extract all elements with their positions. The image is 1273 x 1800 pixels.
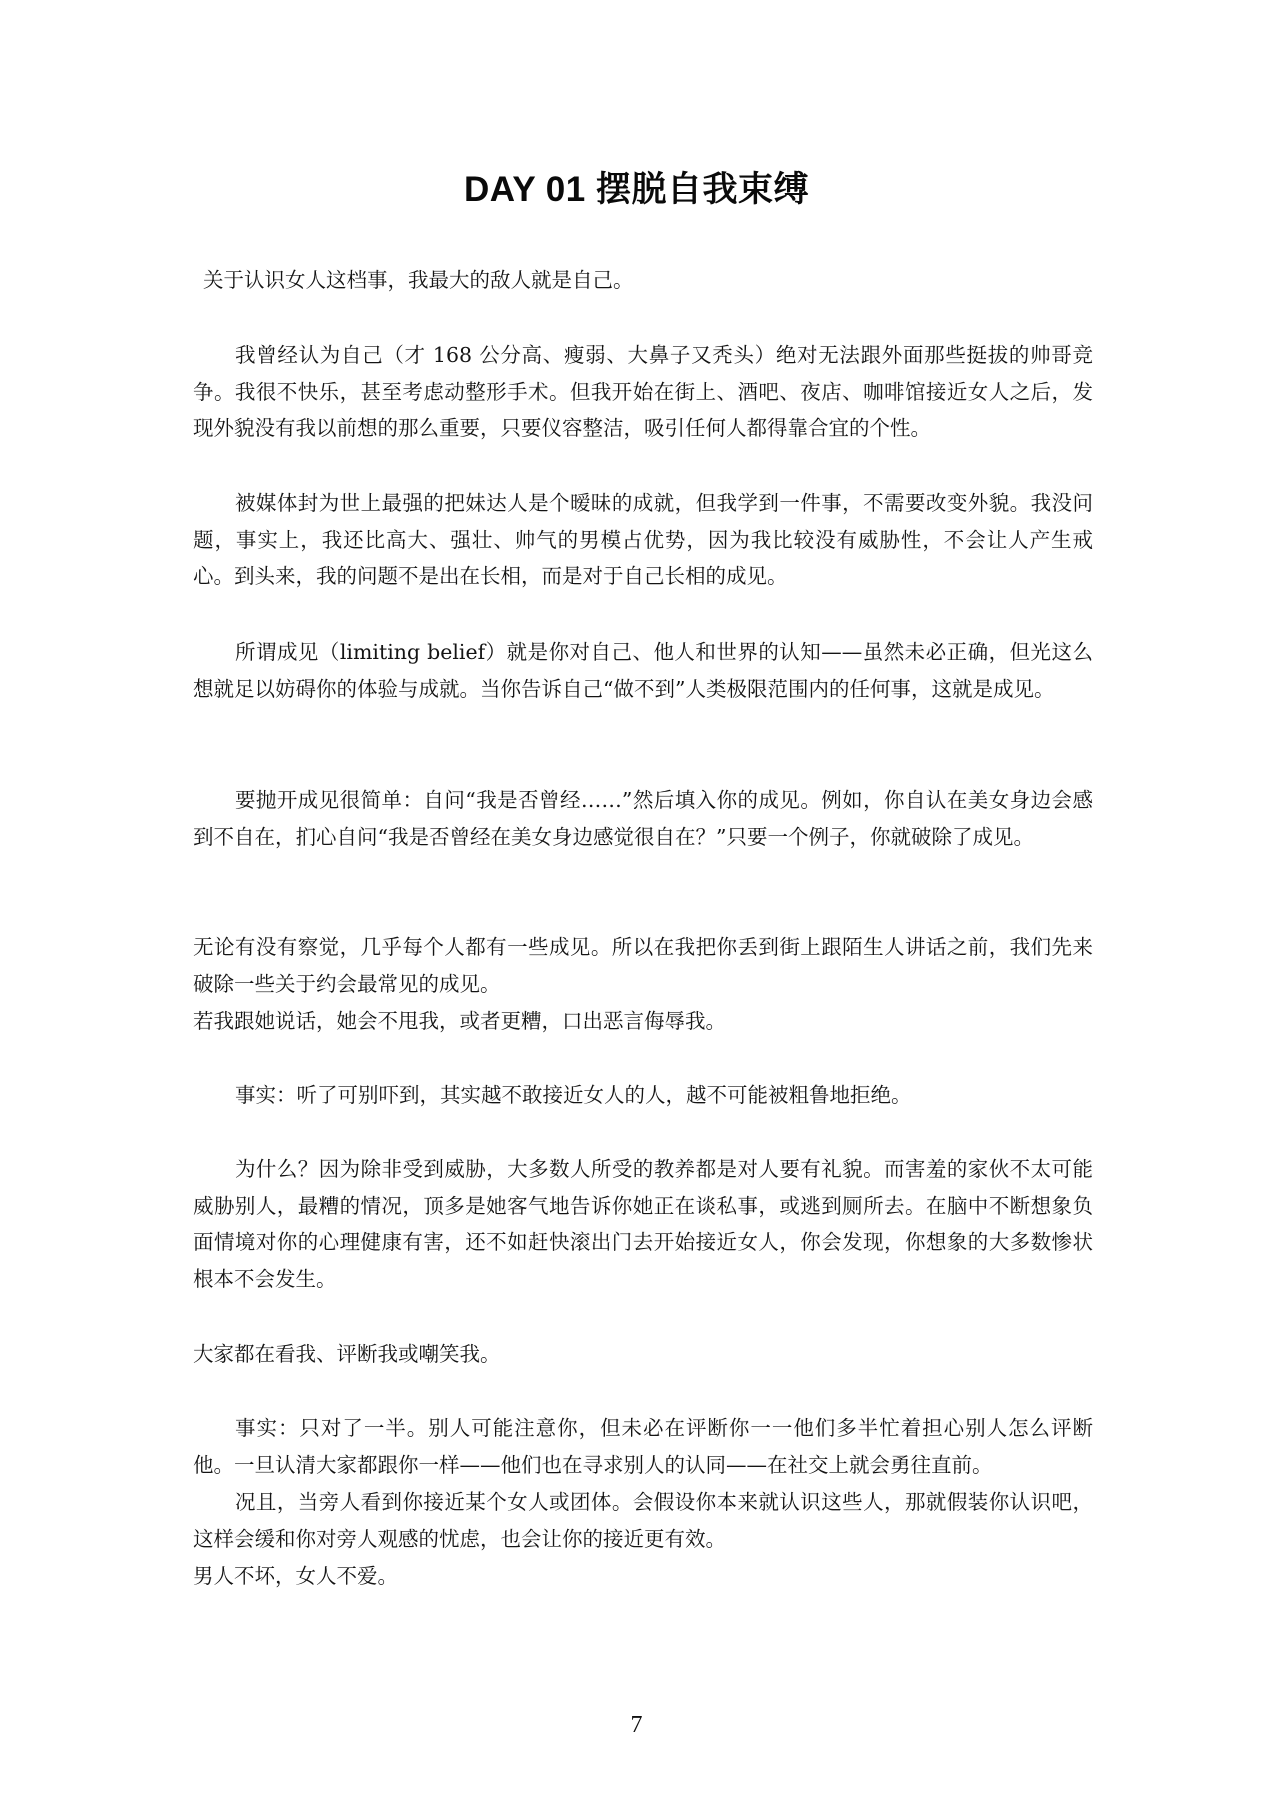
paragraph-1: 关于认识女人这档事，我最大的敌人就是自己。 [203, 268, 634, 292]
paragraph-10: 大家都在看我、评断我或嘲笑我。 [193, 1342, 501, 1366]
page-number: 7 [630, 1712, 643, 1738]
paragraph-7: 若我跟她说话，她会不甩我，或者更糟，口出恶言侮辱我。 [193, 1009, 726, 1033]
paragraph-9: 为什么？因为除非受到威胁，大多数人所受的教养都是对人要有礼貌。而害羞的家伙不太可能威胁别人，最糟的情况，顶多是她客气地告诉你她正在谈私事，或逃到厕所去。在脑中不断想象负面情境对你的心理健康有害，还不如赶快滚出门去开始接近女人，你会发现，你想象的大多数惨状根本不会发生。 [193, 1157, 1093, 1291]
paragraph-5: 要抛开成见很简单：自问“我是否曾经……”然后填入你的成见。例如，你自认在美女身边会感到不自在，扪心自问“我是否曾经在美女身边感觉很自在？”只要一个例子，你就破除了成见。 [193, 788, 1093, 849]
paragraph-13: 男人不坏，女人不爱。 [193, 1564, 398, 1588]
paragraph-4: 所谓成见（limiting belief）就是你对自己、他人和世界的认知——虽然未必正确，但光这么想就足以妨碍你的体验与成就。当你告诉自己“做不到”人类极限范围内的任何事，这就是成见。 [193, 640, 1093, 701]
paragraph-2: 我曾经认为自己（才 168 公分高、瘦弱、大鼻子又秃头）绝对无法跟外面那些挺拔的帅哥竞争。我很不快乐，甚至考虑动整形手术。但我开始在街上、酒吧、夜店、咖啡馆接近女人之后，发现外貌没有我以前想的那么重要，只要仪容整洁，吸引任何人都得靠合宜的个性。 [193, 343, 1093, 440]
paragraph-8: 事实：听了可别吓到，其实越不敢接近女人的人，越不可能被粗鲁地拒绝。 [235, 1083, 912, 1107]
page-title: DAY 01 摆脱自我束缚 [464, 170, 809, 209]
paragraph-6: 无论有没有察觉，几乎每个人都有一些成见。所以在我把你丢到街上跟陌生人讲话之前，我们先来破除一些关于约会最常见的成见。 [193, 935, 1093, 996]
paragraph-11: 事实：只对了一半。别人可能注意你，但未必在评断你一一他们多半忙着担心别人怎么评断他。一旦认清大家都跟你一样——他们也在寻求别人的认同——在社交上就会勇往直前。 [193, 1416, 1093, 1477]
paragraph-3: 被媒体封为世上最强的把妹达人是个暧昧的成就，但我学到一件事，不需要改变外貌。我没问题，事实上，我还比高大、强壮、帅气的男模占优势，因为我比较没有威胁性，不会让人产生戒心。到头来，我的问题不是出在长相，而是对于自己长相的成见。 [193, 491, 1093, 588]
paragraph-12: 况且，当旁人看到你接近某个女人或团体。会假设你本来就认识这些人，那就假装你认识吧，这样会缓和你对旁人观感的忧虑，也会让你的接近更有效。 [193, 1490, 1093, 1551]
